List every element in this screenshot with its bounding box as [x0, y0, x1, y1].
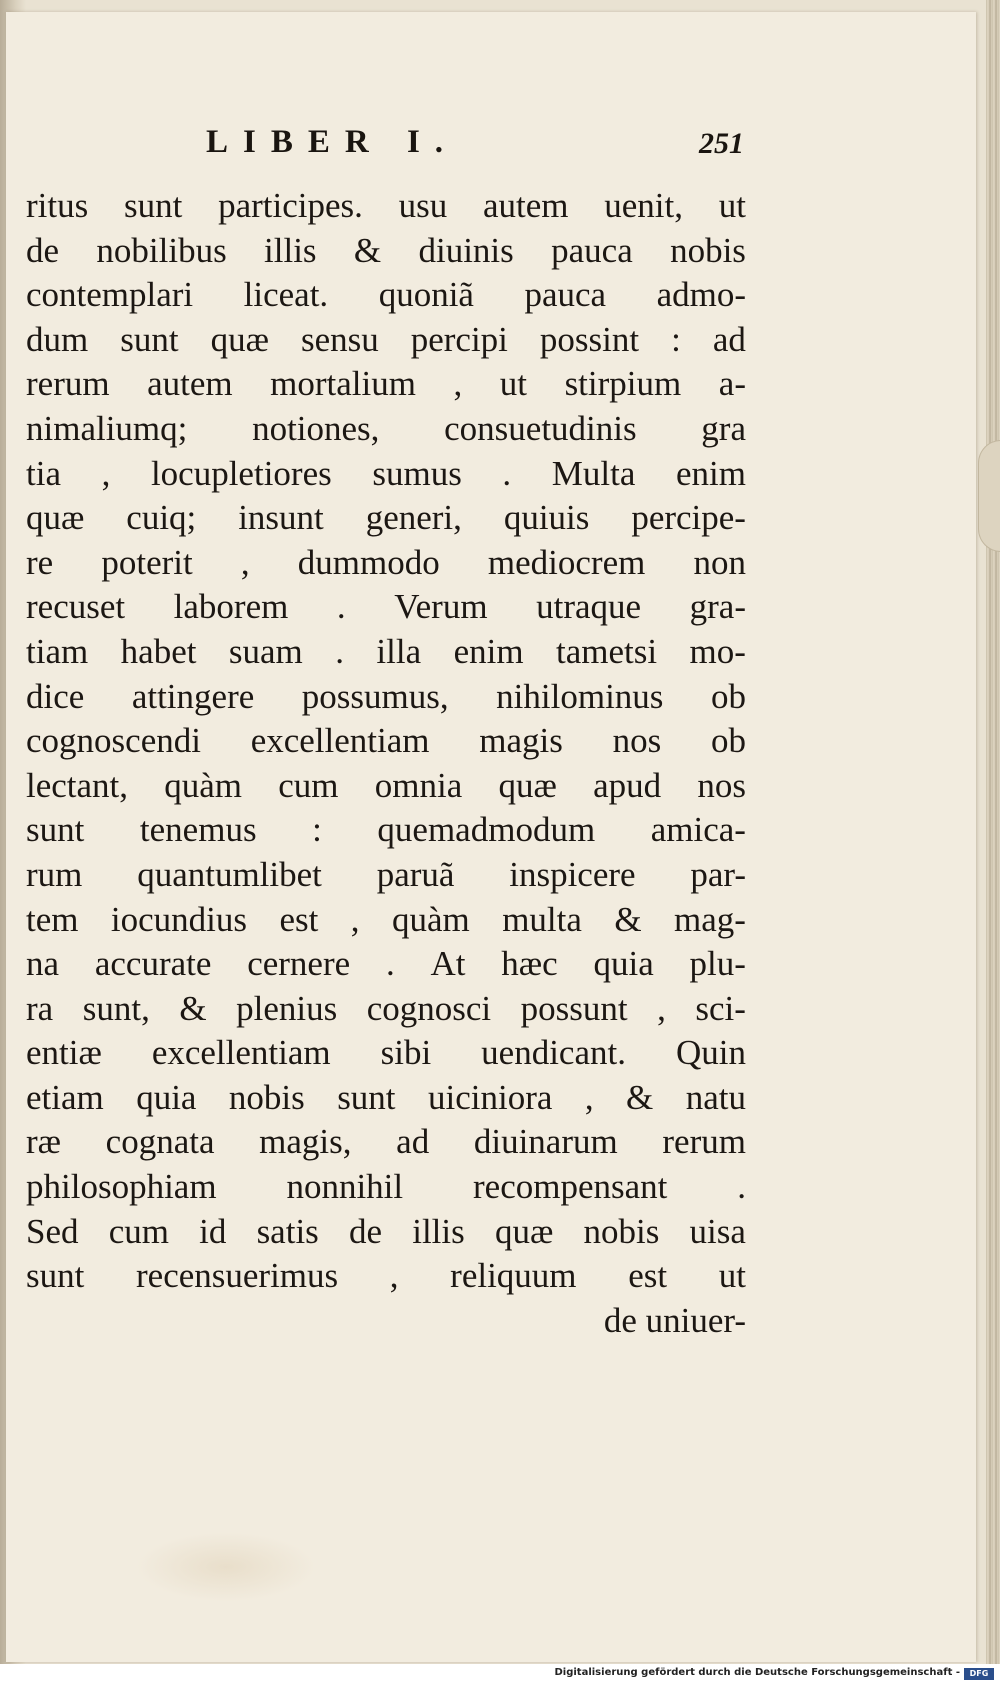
word: ritus: [26, 186, 89, 225]
word: &: [179, 988, 207, 1028]
word: nonnihil: [286, 1167, 404, 1207]
word: sunt: [123, 186, 183, 225]
word: ,: [350, 899, 360, 939]
word: ut: [718, 186, 746, 225]
word: est: [628, 1256, 668, 1296]
word: admo-: [656, 275, 746, 315]
text-line: [26, 987, 746, 1032]
word: cernere: [247, 944, 351, 984]
word: illa: [376, 631, 422, 671]
page-tab: [978, 440, 1000, 552]
footer-bar: [0, 1664, 1000, 1684]
word: sensu: [300, 319, 379, 359]
word: diuinarum: [473, 1122, 618, 1162]
word: sunt,: [82, 988, 150, 1028]
word: :: [312, 810, 322, 850]
word: quàm: [164, 765, 243, 805]
word: na: [26, 944, 60, 984]
word: etiam: [26, 1077, 104, 1117]
word: dummodo: [297, 542, 440, 582]
text-line: [26, 184, 746, 229]
word: ,: [584, 1077, 594, 1117]
word: sibi: [380, 1033, 432, 1073]
text-line: [26, 452, 746, 497]
text-line: [26, 675, 746, 720]
word: ad: [396, 1122, 430, 1162]
word: ut: [718, 1256, 746, 1296]
word: tiam: [26, 631, 89, 671]
text-line: [26, 585, 746, 630]
word: nihilominus: [496, 676, 664, 716]
word: recompensant: [473, 1167, 668, 1207]
word: uisa: [689, 1211, 746, 1251]
word: paruã: [376, 854, 455, 894]
word: ut: [499, 364, 528, 404]
word: hæc: [501, 944, 558, 984]
word: sumus: [372, 453, 462, 493]
text-line: [26, 808, 746, 853]
text-line: [26, 1210, 746, 1255]
word: contemplari: [26, 275, 194, 315]
word: ad: [712, 319, 746, 359]
word: entiæ: [26, 1033, 102, 1073]
word: de: [348, 1211, 383, 1251]
word: gra: [701, 408, 746, 448]
word: magis: [479, 721, 563, 761]
word: philosophiam: [26, 1167, 217, 1207]
word: omnia: [374, 765, 463, 805]
word: .: [502, 453, 512, 493]
word: :: [671, 319, 681, 359]
word: magis,: [259, 1122, 352, 1162]
word: illis: [412, 1211, 465, 1251]
word: de: [26, 230, 60, 270]
word: enim: [676, 453, 746, 493]
word: quantumlibet: [137, 854, 322, 894]
body-text: [26, 184, 746, 1343]
text-line: [26, 407, 746, 452]
word: apud: [593, 765, 662, 805]
word: a-: [718, 364, 746, 404]
text-line: [26, 1165, 746, 1210]
word: tem: [26, 899, 79, 939]
text-line: [26, 229, 746, 274]
word: nos: [697, 765, 746, 805]
word: usu: [398, 186, 448, 225]
word: nobilibus: [96, 230, 227, 270]
word: liceat.: [243, 275, 329, 315]
page-edges: [986, 0, 1000, 1664]
word: mag-: [674, 899, 746, 939]
word: possint: [539, 319, 640, 359]
word: lectant,: [26, 765, 129, 805]
word: ræ: [26, 1122, 61, 1162]
word: poterit: [101, 542, 193, 582]
word: tenemus: [139, 810, 257, 850]
word: ,: [240, 542, 250, 582]
word: rum: [26, 854, 83, 894]
word: pauca: [551, 230, 633, 270]
word: excellentiam: [151, 1033, 331, 1073]
word: autem: [147, 364, 233, 404]
word: sci-: [695, 988, 746, 1028]
word: enim: [453, 631, 524, 671]
word: rerum: [26, 364, 110, 404]
text-line: [26, 496, 746, 541]
word: .: [737, 1167, 746, 1207]
word: natu: [685, 1077, 746, 1117]
text-line: [26, 853, 746, 898]
word: recensuerimus: [136, 1256, 339, 1296]
book-page: [6, 12, 976, 1662]
word: sunt: [120, 319, 179, 359]
word: autem: [482, 186, 569, 225]
word: consuetudinis: [444, 408, 637, 448]
word: recuset: [26, 587, 126, 627]
word: habet: [120, 631, 197, 671]
word: utraque: [536, 587, 642, 627]
word: mo-: [689, 631, 746, 671]
word: accurate: [94, 944, 212, 984]
word: &: [614, 899, 642, 939]
word: plu-: [689, 944, 746, 984]
text-line: [26, 1076, 746, 1121]
word: sunt: [26, 810, 85, 850]
word: multa: [502, 899, 582, 939]
word: reliquum: [450, 1256, 577, 1296]
word: possunt: [520, 988, 628, 1028]
word: insunt: [238, 498, 324, 538]
word: Verum: [394, 587, 488, 627]
word: non: [693, 542, 746, 582]
word: amica-: [650, 810, 746, 850]
word: tametsi: [555, 631, 658, 671]
word: uendicant.: [481, 1033, 626, 1073]
word: attingere: [131, 676, 255, 716]
word: cognata: [105, 1122, 215, 1162]
word: quiuis: [503, 498, 590, 538]
word: dice: [26, 676, 85, 716]
word: quæ: [26, 498, 85, 538]
text-line: [26, 1254, 746, 1299]
word: percipi: [410, 319, 508, 359]
word: quàm: [391, 899, 470, 939]
word: rerum: [662, 1122, 746, 1162]
word: ,: [389, 1256, 399, 1296]
word: dum: [26, 319, 89, 359]
word: ,: [657, 988, 666, 1028]
word: suam: [228, 631, 303, 671]
word: Sed: [26, 1211, 79, 1251]
text-line: [26, 541, 746, 586]
word: Quin: [675, 1033, 746, 1073]
word: generi,: [365, 498, 462, 538]
word: At: [430, 944, 466, 984]
word: uenit,: [604, 186, 683, 225]
word: nimaliumq;: [26, 408, 188, 448]
text-line: [26, 719, 746, 764]
word: iocundius: [110, 899, 248, 939]
text-line: [26, 318, 746, 363]
word: par-: [690, 854, 746, 894]
word: excellentiam: [250, 721, 430, 761]
word: diuinis: [418, 230, 514, 270]
word: participes.: [218, 186, 363, 225]
word: inspicere: [509, 854, 636, 894]
text-line: [26, 1120, 746, 1165]
text-line: [26, 898, 746, 943]
text-line: [26, 764, 746, 809]
word: quæ: [210, 319, 269, 359]
word: .: [336, 587, 346, 627]
word: cum: [108, 1211, 169, 1251]
dfg-logo: DFG: [964, 1668, 994, 1680]
word: gra-: [689, 587, 746, 627]
word: plenius: [236, 988, 338, 1028]
word: .: [385, 944, 395, 984]
catchword: de uniuer-: [603, 1300, 746, 1340]
word: quæ: [498, 765, 557, 805]
word: ra: [26, 988, 54, 1028]
word: quemadmodum: [377, 810, 596, 850]
word: satis: [256, 1211, 319, 1251]
word: re: [26, 542, 54, 582]
word: cognosci: [366, 988, 492, 1028]
page-stain: [136, 1532, 316, 1602]
funding-credit: Digitalisierung gefördert durch die Deutsche Forschungsgemeinschaft -: [554, 1667, 960, 1678]
word: cognoscendi: [26, 721, 201, 761]
word: laborem: [173, 587, 289, 627]
word: est: [279, 899, 319, 939]
word: ,: [101, 453, 111, 493]
word: Multa: [551, 453, 636, 493]
word: nobis: [670, 230, 746, 270]
word: quia: [593, 944, 654, 984]
word: uiciniora: [427, 1077, 553, 1117]
word: sunt: [337, 1077, 396, 1117]
word: .: [335, 631, 344, 671]
word: mediocrem: [487, 542, 646, 582]
word: tia: [26, 453, 61, 493]
word: ,: [453, 364, 463, 404]
word: nos: [612, 721, 662, 761]
text-line: [26, 942, 746, 987]
text-line: [26, 273, 746, 318]
word: quæ: [494, 1211, 554, 1251]
word: quia: [136, 1077, 197, 1117]
word: nobis: [228, 1077, 305, 1117]
word: nobis: [583, 1211, 660, 1251]
word: illis: [264, 230, 317, 270]
word: possumus,: [301, 676, 449, 716]
text-line: [26, 362, 746, 407]
text-line: [26, 1031, 746, 1076]
word: &: [353, 230, 382, 270]
word: notiones,: [252, 408, 380, 448]
word: ob: [710, 676, 746, 716]
page-number: 251: [699, 127, 744, 160]
word: stirpium: [564, 364, 682, 404]
text-line: [26, 630, 746, 675]
word: cum: [278, 765, 339, 805]
word: quoniã: [378, 275, 474, 315]
word: cuiq;: [126, 498, 197, 538]
word: &: [626, 1077, 654, 1117]
catchword-line: [26, 1299, 746, 1344]
word: pauca: [524, 275, 607, 315]
word: locupletiores: [150, 453, 332, 493]
word: ob: [710, 721, 746, 761]
word: sunt: [26, 1256, 85, 1296]
word: id: [199, 1211, 227, 1251]
word: mortalium: [270, 364, 416, 404]
running-head: LIBER I.: [206, 124, 459, 160]
word: percipe-: [631, 498, 746, 538]
